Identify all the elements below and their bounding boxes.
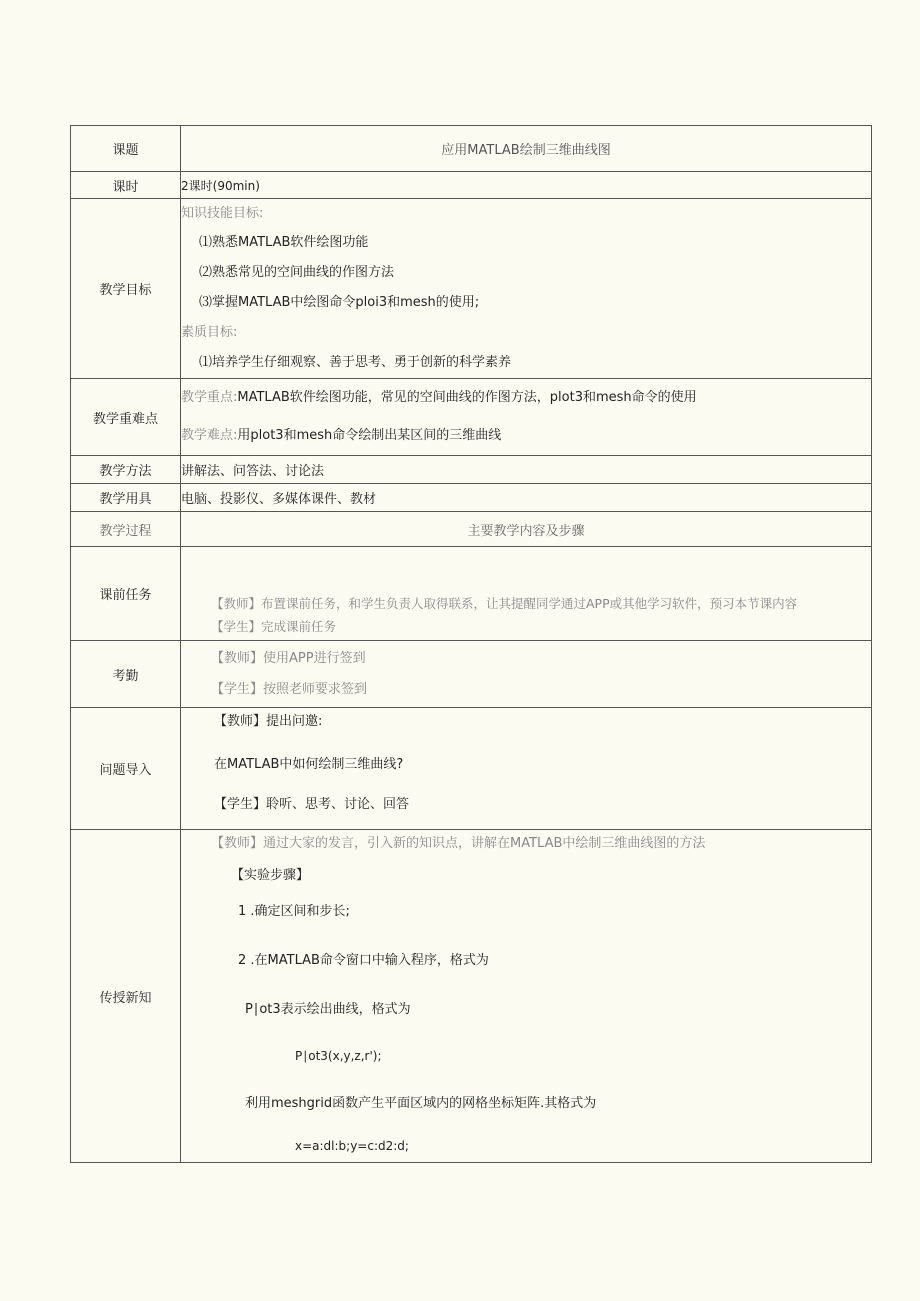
step-2: 2 .在MATLAB命令窗口中输入程序，格式为	[238, 953, 489, 968]
hours-row	[71, 172, 872, 199]
intro-question: 在MATLAB中如何绘制三维曲线?	[214, 757, 404, 772]
pre-task-student: 【学生】完成课前任务	[211, 619, 337, 634]
intro-label: 问题导入	[71, 708, 181, 830]
attendance-content	[181, 641, 872, 708]
intro-content	[181, 708, 872, 830]
steps-title: 【实验步骤】	[231, 868, 310, 883]
key-points-content	[181, 379, 872, 456]
key-label: 教学重点:	[181, 390, 238, 405]
tools-row	[71, 484, 872, 512]
goals-label: 教学目标	[71, 199, 181, 379]
methods-label: 教学方法	[71, 456, 181, 484]
attendance-student: 【学生】按照老师要求签到	[211, 682, 368, 697]
tools-label: 教学用具	[71, 484, 181, 512]
lesson-title: 应用MATLAB绘制三维曲线图	[181, 126, 872, 172]
pre-task-teacher: 【教师】布置课前任务，和学生负责人取得联系，让其提醒同学通过APP或其他学习软件，预习本节课内容	[211, 596, 798, 611]
plot3-code: P∣ot3(x,y,z,r');	[295, 1049, 382, 1063]
hours-label: 课时	[71, 172, 181, 199]
meshgrid-description: 利用meshgrid函数产生平面区域内的网格坐标矩阵.其格式为	[245, 1096, 597, 1111]
methods-value: 讲解法、问答法、讨论法	[181, 456, 872, 484]
plot3-description: P∣ot3表示绘出曲线，格式为	[245, 1002, 411, 1017]
topic-label: 课题	[71, 126, 181, 172]
pre-task-content	[181, 547, 872, 641]
quality-item: ⑴培养学生仔细观察、善于思考、勇于创新的科学素养	[199, 355, 512, 370]
intro-row	[71, 708, 872, 830]
key-points-row	[71, 379, 872, 456]
attendance-label: 考勤	[71, 641, 181, 708]
teach-content	[181, 830, 872, 1163]
intro-student: 【学生】聆听、思考、讨论、回答	[214, 797, 410, 812]
tools-value: 电脑、投影仪、多媒体课件、教材	[181, 484, 872, 512]
difficulty-label: 教学难点:	[181, 428, 238, 443]
process-header-right: 主要教学内容及步骤	[181, 512, 872, 547]
lesson-plan-table	[70, 125, 872, 1163]
attendance-teacher: 【教师】使用APP进行签到	[211, 651, 366, 666]
goals-content	[181, 199, 872, 379]
attendance-row	[71, 641, 872, 708]
goal-item: ⑶掌握MATLAB中绘图命令ploi3和mesh的使用;	[199, 295, 480, 310]
key-points-label: 教学重难点	[71, 379, 181, 456]
teach-label: 传授新知	[71, 830, 181, 1163]
topic-row	[71, 126, 872, 172]
pre-task-label: 课前任务	[71, 547, 181, 641]
teach-row	[71, 830, 872, 1163]
key-text: MATLAB软件绘图功能，常见的空间曲线的作图方法，plot3和mesh命令的使用	[237, 390, 697, 405]
process-header-left: 教学过程	[71, 512, 181, 547]
knowledge-heading: 知识技能目标:	[181, 206, 264, 221]
teach-teacher: 【教师】通过大家的发言，引入新的知识点，讲解在MATLAB中绘制三维曲线图的方法	[211, 836, 706, 851]
meshgrid-code: x=a:dl:b;y=c:d2:d;	[295, 1139, 409, 1153]
goal-item: ⑵熟悉常见的空间曲线的作图方法	[199, 265, 395, 280]
step-1: 1 .确定区间和步长;	[238, 904, 350, 919]
goals-row	[71, 199, 872, 379]
intro-teacher: 【教师】提出问邀:	[214, 714, 323, 729]
process-header-row	[71, 512, 872, 547]
difficulty-text: 用plot3和mesh命令绘制出某区间的三维曲线	[237, 428, 502, 443]
methods-row	[71, 456, 872, 484]
pre-task-row	[71, 547, 872, 641]
goal-item: ⑴熟悉MATLAB软件绘图功能	[199, 235, 369, 250]
hours-value: 2课时(90min)	[181, 172, 872, 199]
quality-heading: 素质目标:	[181, 325, 238, 340]
